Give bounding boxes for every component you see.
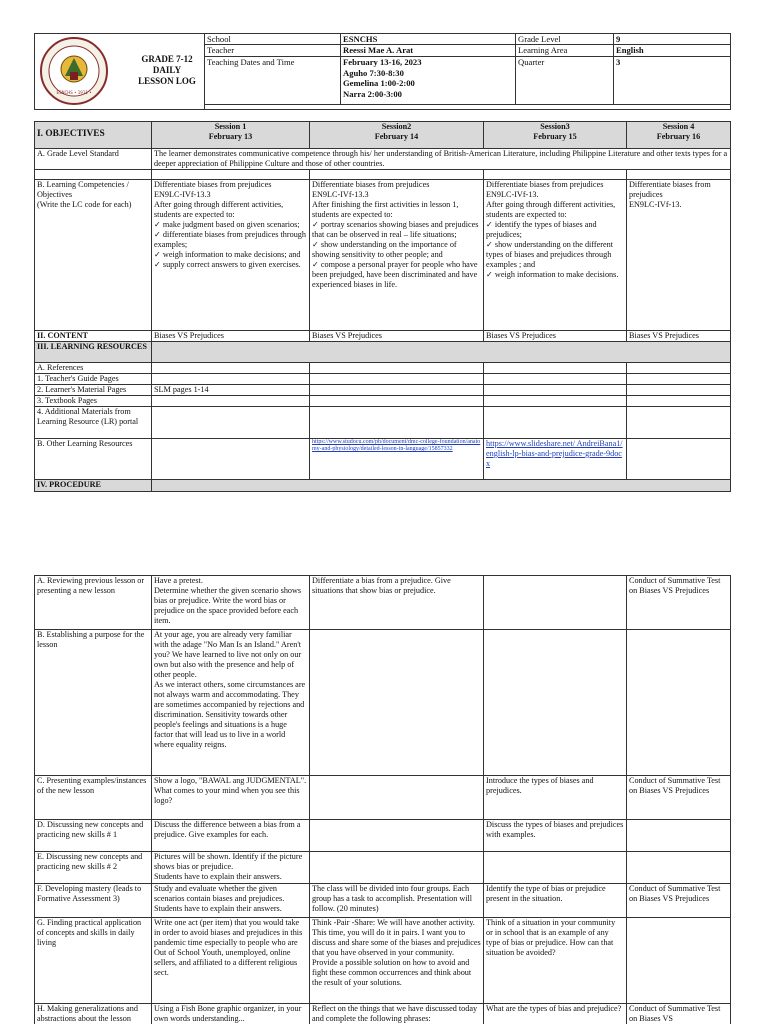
quarter-value: 3 [614,57,731,105]
procedure-h-session-1: Using a Fish Bone graphic organizer, in your own words understanding... [152,1004,310,1024]
procedure-d-session-4 [627,820,731,852]
procedure-a-session-3 [484,576,627,630]
procedure-g-label: G. Finding practical application of concepts and skills in daily living [35,918,152,1004]
learning-resources-heading: III. LEARNING RESOURCES [35,342,152,363]
procedure-e-session-1: Pictures will be shown. Identify if the picture shows bias or prejudice. Students have to explain their answers. [152,852,310,884]
header-table [34,33,731,110]
blank-cell [484,363,627,374]
grade-level-standard-text: The learner demonstrates communicative competence through his/ her understanding of British-American Literature, including Philippine Literature and other texts types for a deeper appreciation of Philippine Culture and those of other countries. [152,149,731,170]
resource-cell [627,407,731,439]
session-3-header: Session3 February 15 [484,122,627,149]
procedure-g-session-1: Write one act (per item) that you would take in order to avoid biases and prejudices in this pandemic time especially to people who are Out of School Youth, unemployed, online sellers, and affiliated to a different religious sect. [152,918,310,1004]
resource-cell [627,374,731,385]
procedure-b-label: B. Establishing a purpose for the lesson [35,630,152,776]
references-label: A. References [35,363,152,374]
resource-cell [627,396,731,407]
blank-cell [627,170,731,180]
procedure-a-session-1: Have a pretest. Determine whether the given scenario shows bias or prejudice. Write the word bias or prejudice on the space provided before each item. [152,576,310,630]
resource-cell [627,439,731,480]
competency-session-4: Differentiate biases from prejudices EN9LC-IVf-13. [627,180,731,331]
quarter-label: Quarter [516,57,614,105]
procedure-g-session-2: Think -Pair -Share: We will have another activity. This time, you will do it in pairs. I want you to discuss and share some of the biases and prejudices that you have observed in your community. Provide a possible solution on how to avoid and fight these common occurrences and think about the result of your solutions. [310,918,484,1004]
objectives-heading: I. OBJECTIVES [35,122,152,149]
objectives-table [34,121,731,492]
procedure-f-label: F. Developing mastery (leads to Formative Assessment 3) [35,884,152,918]
learners-material-label: 2. Learner's Material Pages [35,385,152,396]
log-title: GRADE 7-12 DAILY LESSON LOG [138,54,196,86]
resource-cell [484,396,627,407]
procedure-f-session-2: The class will be divided into four groups. Each group has a task to accomplish. Presentation will follow. (20 minutes) [310,884,484,918]
procedure-b-session-4 [627,630,731,776]
resource-cell [310,396,484,407]
dates-value: February 13-16, 2023 Aguho 7:30-8:30 Gemelina 1:00-2:00 Narra 2:00-3:00 [341,57,516,105]
teachers-guide-label: 1. Teacher's Guide Pages [35,374,152,385]
grade-level-label: Grade Level [516,34,614,45]
blank-cell [310,170,484,180]
procedure-e-session-4 [627,852,731,884]
blank-cell [152,170,310,180]
procedure-table [34,575,731,1024]
competency-session-1: Differentiate biases from prejudices EN9LC-IVf-13.3 After going through different activities, students are expected to: ✓ make judgment based on given scenarios; ✓ differentiate biases from prejudices through examples; ✓ weigh information to make decisions; and ✓ supply correct answers to given exercises. [152,180,310,331]
procedure-h-session-4: Conduct of Summative Test on Biases VS [627,1004,731,1024]
procedure-e-label: E. Discussing new concepts and practicing new skills # 2 [35,852,152,884]
session-1-header: Session 1 February 13 [152,122,310,149]
session-2-header: Session2 February 14 [310,122,484,149]
content-session-1: Biases VS Prejudices [152,331,310,342]
blank-cell [152,342,731,363]
resource-cell [627,385,731,396]
competency-session-3: Differentiate biases from prejudices EN9LC-IVf-13. After going through different activities, students are expected to: ✓ identify the types of biases and prejudices; ✓ show understanding on the different types of biases and prejudices through examples ; and ✓ weigh information to make decisions. [484,180,627,331]
procedure-f-session-4: Conduct of Summative Test on Biases VS Prejudices [627,884,731,918]
procedure-f-session-3: Identify the type of bias or prejudice present in the situation. [484,884,627,918]
grade-level-value: 9 [614,34,731,45]
blank-cell [152,480,731,492]
blank-cell [152,363,310,374]
resource-cell [484,407,627,439]
teacher-label: Teacher [205,45,341,57]
procedure-g-session-3: Think of a situation in your community or in school that is an example of any type of bias or prejudice. How can that situation be avoided? [484,918,627,1004]
school-label: School [205,34,341,45]
procedure-a-label: A. Reviewing previous lesson or presenting a new lesson [35,576,152,630]
procedure-d-label: D. Discussing new concepts and practicing new skills # 1 [35,820,152,852]
svg-text:ESNCHS • 1911 •: ESNCHS • 1911 • [56,90,92,95]
procedure-e-session-2 [310,852,484,884]
learning-area-value: English [614,45,731,57]
procedure-d-session-2 [310,820,484,852]
procedure-d-session-1: Discuss the difference between a bias from a prejudice. Give examples for each. [152,820,310,852]
dates-label: Teaching Dates and Time [205,57,341,105]
content-label: II. CONTENT [35,331,152,342]
procedure-a-session-2: Differentiate a bias from a prejudice. Give situations that show bias or prejudice. [310,576,484,630]
resource-cell [310,385,484,396]
resource-cell [152,374,310,385]
school-value: ESNCHS [341,34,516,45]
slideshare-link[interactable]: https://www.slideshare.net/ AndreiBana1/english-lp-bias-and-prejudice-grade-9docx [484,439,627,480]
procedure-g-session-4 [627,918,731,1004]
procedure-b-session-2 [310,630,484,776]
procedure-f-session-1: Study and evaluate whether the given scenarios contain biases and prejudices. Students have to explain their answers. [152,884,310,918]
resource-cell [152,407,310,439]
grade-level-standard-label: A. Grade Level Standard [35,149,152,170]
resource-cell [484,385,627,396]
content-session-2: Biases VS Prejudices [310,331,484,342]
content-session-4: Biases VS Prejudices [627,331,731,342]
procedure-h-session-3: What are the types of bias and prejudice? [484,1004,627,1024]
blank-cell [310,363,484,374]
procedure-c-session-2 [310,776,484,820]
procedure-c-session-4: Conduct of Summative Test on Biases VS Prejudices [627,776,731,820]
resource-cell [310,374,484,385]
resource-cell [310,407,484,439]
studocu-link[interactable]: https://www.studocu.com/ph/document/dmc-college-foundation/anatomy-and-physiology/detailed-lesson-in-language/15857332 [310,439,484,480]
procedure-h-label: H. Making generalizations and abstractions about the lesson [35,1004,152,1024]
additional-materials-label: 4. Additional Materials from Learning Resource (LR) portal [35,407,152,439]
procedure-h-session-2: Reflect on the things that we have discussed today and complete the following phrases: [310,1004,484,1024]
session-4-header: Session 4 February 16 [627,122,731,149]
procedure-b-session-1: At your age, you are already very familiar with the adage "No Man Is an Island." Aren't you? We have learned to live not only on our own but also with the presence and help of other people. As we interact others, some circumstances are not always warm and accommodating. They are sometimes accompanied by rejections and discrimination. Sensitivity towards other people's feelings and situations is a huge factor that will lead us to live in a world where equality reigns. [152,630,310,776]
procedure-e-session-3 [484,852,627,884]
blank-cell [484,170,627,180]
procedure-a-session-4: Conduct of Summative Test on Biases VS Prejudices [627,576,731,630]
procedure-c-label: C. Presenting examples/instances of the new lesson [35,776,152,820]
procedure-c-session-3: Introduce the types of biases and prejudices. [484,776,627,820]
teacher-value: Reessi Mae A. Arat [341,45,516,57]
content-session-3: Biases VS Prejudices [484,331,627,342]
resource-cell [484,374,627,385]
procedure-c-session-1: Show a logo, "BAWAL ang JUDGMENTAL". What comes to your mind when you see this logo? [152,776,310,820]
procedure-heading: IV. PROCEDURE [35,480,152,492]
textbook-pages-label: 3. Textbook Pages [35,396,152,407]
school-logo-title-cell [35,34,205,110]
header-spacer [205,105,731,110]
resource-cell [152,396,310,407]
other-resources-label: B. Other Learning Resources [35,439,152,480]
procedure-b-session-3 [484,630,627,776]
resource-cell: SLM pages 1-14 [152,385,310,396]
blank-cell [35,170,152,180]
school-seal-logo [39,36,109,106]
resource-cell [152,439,310,480]
procedure-d-session-3: Discuss the types of biases and prejudices with examples. [484,820,627,852]
competencies-label: B. Learning Competencies / Objectives (Write the LC code for each) [35,180,152,331]
blank-cell [627,363,731,374]
learning-area-label: Learning Area [516,45,614,57]
competency-session-2: Differentiate biases from prejudices EN9LC-IVf-13.3 After finishing the first activities in lesson 1, students are expected to: ✓ portray scenarios showing biases and prejudices that can be observed in real – life situations; ✓ show understanding on the importance of showing sensitivity to other people; and ✓ compose a personal prayer for people who have been prejudged, have been discriminated and have experienced biases in life. [310,180,484,331]
